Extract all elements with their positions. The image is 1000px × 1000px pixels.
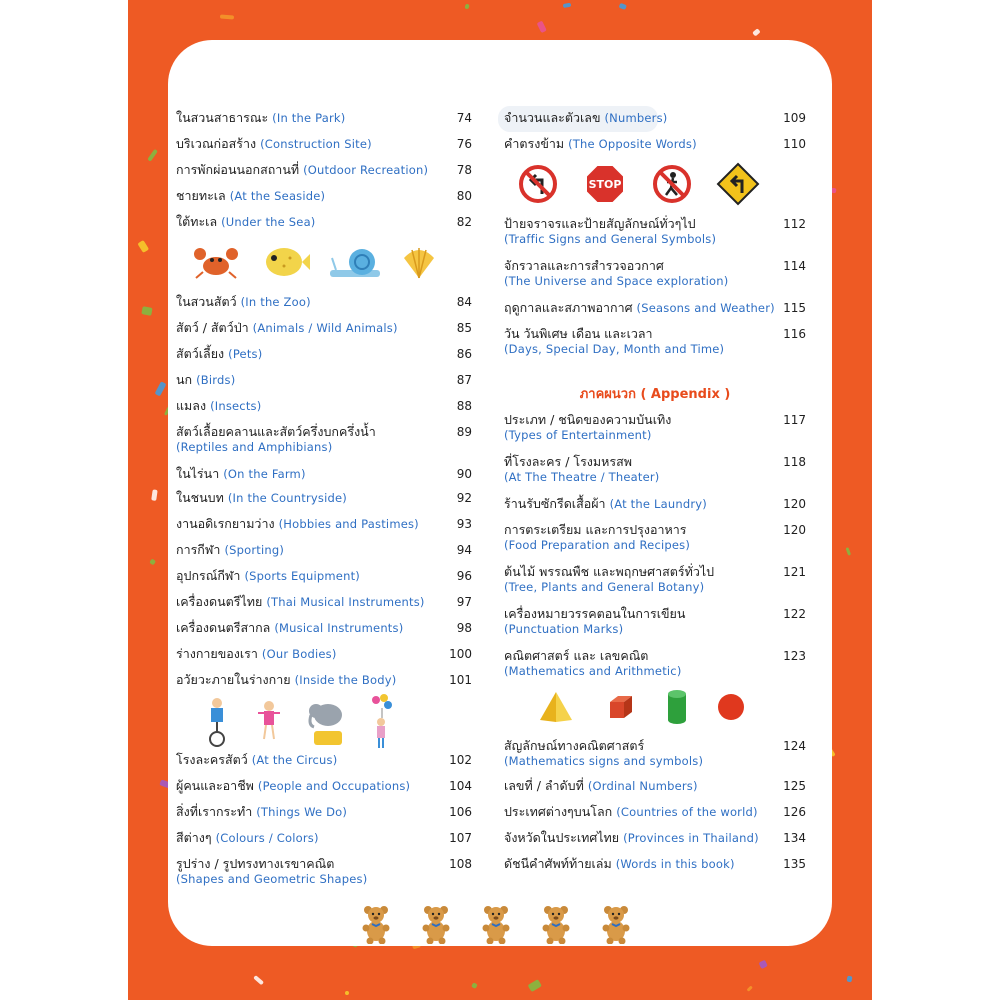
entry-thai-title: ประเภท / ชนิดของความบันเทิง [504, 412, 672, 427]
entry-page-number: 78 [456, 163, 472, 177]
entry-english-title: (In the Park) [272, 111, 346, 125]
contents-entry[interactable] [504, 830, 806, 846]
teddy-bears-illustration [360, 904, 632, 944]
contents-entry[interactable] [176, 110, 472, 126]
entry-title [176, 542, 472, 558]
teddy-bear-icon [540, 904, 572, 944]
entry-title [504, 496, 806, 512]
confetti-piece [747, 985, 753, 991]
contents-entry[interactable] [176, 466, 472, 482]
contents-entry[interactable] [504, 648, 806, 679]
entry-page-number: 110 [783, 137, 806, 151]
entry-page-number: 134 [783, 831, 806, 845]
confetti-piece [138, 240, 149, 253]
entry-title [176, 110, 472, 126]
entry-page-number: 94 [456, 543, 472, 557]
contents-entry[interactable] [176, 214, 472, 230]
entry-title [176, 646, 472, 662]
contents-entry[interactable] [504, 136, 806, 152]
contents-entry[interactable] [176, 162, 472, 178]
stop-sign-icon [584, 163, 626, 205]
elephant-on-drum-icon [306, 697, 350, 747]
confetti-piece [619, 3, 628, 11]
entry-title [504, 830, 806, 846]
contents-entry[interactable] [176, 620, 472, 636]
contents-entry[interactable] [176, 778, 472, 794]
entry-thai-title: ชายทะเล [176, 188, 226, 203]
entry-page-number: 104 [449, 779, 472, 793]
contents-entry[interactable] [176, 594, 472, 610]
entry-page-number: 74 [456, 111, 472, 125]
entry-english-title: (Countries of the world) [616, 805, 758, 819]
entry-page-number: 87 [456, 373, 472, 387]
stop-sign-text: STOP [588, 178, 622, 191]
circus-illustration [202, 694, 394, 750]
entry-page-number: 98 [456, 621, 472, 635]
teddy-bear-icon [420, 904, 452, 944]
entry-thai-title: ในสวนสัตว์ [176, 294, 237, 309]
entry-title [504, 412, 806, 428]
entry-page-number: 124 [783, 739, 806, 753]
entry-thai-title: ฤดูกาลและสภาพอากาศ [504, 300, 633, 315]
entry-page-number: 80 [456, 189, 472, 203]
appendix-heading: ภาคผนวก ( Appendix ) [579, 387, 731, 402]
contents-entry[interactable] [176, 752, 472, 768]
contents-entry[interactable] [176, 856, 472, 887]
entry-thai-title: นก [176, 372, 193, 387]
entry-title [504, 216, 806, 232]
confetti-piece [253, 975, 264, 985]
entry-english-title: (At The Theatre / Theater) [504, 470, 660, 484]
entry-title [176, 346, 472, 362]
confetti-piece [759, 959, 768, 968]
entry-english-title: (Days, Special Day, Month and Time) [504, 342, 725, 356]
entry-title [504, 778, 806, 794]
contents-entry[interactable] [176, 136, 472, 152]
entry-title [504, 522, 806, 538]
entry-title [504, 110, 806, 126]
confetti-piece [465, 3, 470, 9]
entry-thai-title: ดัชนีคำศัพท์ท้ายเล่ม [504, 856, 612, 871]
entry-english-title: (Under the Sea) [221, 215, 316, 229]
entry-english-title: (Sports Equipment) [244, 569, 360, 583]
entry-thai-title: ที่โรงละคร / โรงมหรสพ [504, 454, 632, 469]
entry-title [176, 136, 472, 152]
entry-page-number: 97 [456, 595, 472, 609]
entry-english-title: (Outdoor Recreation) [303, 163, 429, 177]
contents-entry[interactable] [504, 412, 806, 443]
pufferfish-icon [260, 244, 310, 280]
entry-title [176, 162, 472, 178]
entry-title [176, 372, 472, 388]
entry-title [176, 568, 472, 584]
entry-thai-title: จำนวนและตัวเลข [504, 110, 601, 125]
entry-title [176, 214, 472, 230]
unicycle-clown-icon [202, 697, 232, 747]
confetti-piece [528, 980, 542, 993]
entry-english-title: (Animals / Wild Animals) [252, 321, 398, 335]
entry-thai-title: ในชนบท [176, 490, 224, 505]
traffic-signs-illustration [518, 162, 760, 206]
entry-thai-title: จักรวาลและการสำรวจอวกาศ [504, 258, 664, 273]
entry-title [176, 320, 472, 336]
entry-title [504, 804, 806, 820]
entry-page-number: 88 [456, 399, 472, 413]
entry-page-number: 126 [783, 805, 806, 819]
no-pedestrians-sign-icon [652, 164, 692, 204]
entry-thai-title: สิ่งที่เรากระทำ [176, 804, 253, 819]
contents-entry[interactable] [176, 372, 472, 388]
entry-page-number: 121 [783, 565, 806, 579]
entry-page-number: 120 [783, 523, 806, 537]
entry-thai-title: เครื่องดนตรีสากล [176, 620, 271, 635]
entry-english-title: (At the Laundry) [609, 497, 707, 511]
entry-thai-title: สีต่างๆ [176, 830, 212, 845]
entry-thai-title: ในไร่นา [176, 466, 220, 481]
entry-title [176, 856, 472, 872]
entry-thai-title: อุปกรณ์กีฬา [176, 568, 241, 583]
sea-creatures-illustration [192, 244, 436, 280]
entry-thai-title: ป้ายจราจรและป้ายสัญลักษณ์ทั่วๆไป [504, 216, 696, 231]
entry-thai-title: แมลง [176, 398, 207, 413]
entry-thai-title: สัตว์เลื้อยคลานและสัตว์ครึ่งบกครึ่งน้ำ [176, 424, 376, 439]
entry-english-title: (The Opposite Words) [568, 137, 697, 151]
confetti-piece [219, 15, 233, 20]
entry-page-number: 123 [783, 649, 806, 663]
confetti-piece [147, 149, 158, 162]
entry-english-title: (Thai Musical Instruments) [266, 595, 425, 609]
crab-icon [192, 244, 240, 280]
entry-title [176, 752, 472, 768]
entry-thai-title: การพักผ่อนนอกสถานที่ [176, 162, 300, 177]
entry-english-title: (Ordinal Numbers) [587, 779, 698, 793]
entry-thai-title: สัญลักษณ์ทางคณิตศาสตร์ [504, 738, 645, 753]
entry-page-number: 107 [449, 831, 472, 845]
entry-thai-title: อวัยวะภายในร่างกาย [176, 672, 291, 687]
contents-entry[interactable] [504, 522, 806, 553]
contents-entry[interactable] [504, 300, 806, 316]
entry-page-number: 101 [449, 673, 472, 687]
contents-entry[interactable] [504, 738, 806, 769]
sphere-icon [716, 692, 746, 722]
entry-page-number: 112 [783, 217, 806, 231]
confetti-piece [345, 990, 349, 994]
entry-title [504, 326, 806, 342]
math-shapes-illustration [538, 688, 746, 726]
no-left-turn-sign-icon [518, 164, 558, 204]
teddy-bear-icon [600, 904, 632, 944]
entry-thai-title: สัตว์เลี้ยง [176, 346, 225, 361]
entry-english-title: (Punctuation Marks) [504, 622, 624, 636]
contents-entry[interactable] [504, 606, 806, 637]
entry-english-title: (Tree, Plants and General Botany) [504, 580, 705, 594]
contents-entry[interactable] [504, 856, 806, 872]
entry-page-number: 84 [456, 295, 472, 309]
entry-title [176, 516, 472, 532]
confetti-piece [753, 28, 761, 36]
entry-thai-title: ในสวนสาธารณะ [176, 110, 269, 125]
entry-page-number: 135 [783, 857, 806, 871]
confetti-piece [847, 975, 853, 982]
entry-english-title: (Provinces in Thailand) [623, 831, 759, 845]
seashell-icon [402, 244, 436, 280]
entry-page-number: 90 [456, 467, 472, 481]
entry-title [504, 606, 806, 622]
entry-page-number: 117 [783, 413, 806, 427]
entry-title [504, 856, 806, 872]
entry-english-title: (Shapes and Geometric Shapes) [176, 872, 368, 886]
entry-thai-title: เลขที่ / ลำดับที่ [504, 778, 584, 793]
confetti-piece [148, 558, 155, 565]
entry-thai-title: ร่างกายของเรา [176, 646, 258, 661]
left-turn-warning-sign-icon [716, 162, 760, 206]
entry-thai-title: คณิตศาสตร์ และ เลขคณิต [504, 648, 649, 663]
entry-english-title: (Traffic Signs and General Symbols) [504, 232, 717, 246]
entry-title [176, 672, 472, 688]
entry-page-number: 86 [456, 347, 472, 361]
entry-page-number: 115 [783, 301, 806, 315]
entry-english-title: (Pets) [228, 347, 263, 361]
entry-english-title: (Things We Do) [256, 805, 348, 819]
entry-english-title: (In the Zoo) [240, 295, 311, 309]
cube-icon [606, 692, 636, 722]
contents-entry[interactable] [176, 646, 472, 662]
entry-thai-title: ประเทศต่างๆบนโลก [504, 804, 613, 819]
entry-thai-title: สัตว์ / สัตว์ป่า [176, 320, 249, 335]
contents-entry[interactable] [176, 424, 472, 455]
entry-thai-title: ใต้ทะเล [176, 214, 218, 229]
entry-thai-title: ผู้คนและอาชีพ [176, 778, 254, 793]
confetti-piece [563, 3, 572, 9]
entry-title [504, 258, 806, 274]
contents-entry[interactable] [176, 188, 472, 204]
entry-english-title: (Mathematics and Arithmetic) [504, 664, 682, 678]
confetti-piece [142, 306, 153, 315]
entry-english-title: (Musical Instruments) [274, 621, 404, 635]
confetti-piece [155, 381, 166, 396]
entry-page-number: 125 [783, 779, 806, 793]
cylinder-icon [666, 688, 688, 726]
contents-entry[interactable] [504, 216, 806, 247]
contents-entry[interactable] [176, 320, 472, 336]
entry-english-title: (Construction Site) [260, 137, 372, 151]
entry-english-title: (Hobbies and Pastimes) [278, 517, 419, 531]
contents-entry[interactable] [504, 454, 806, 485]
entry-thai-title: รูปร่าง / รูปทรงทางเรขาคณิต [176, 856, 335, 871]
confetti-piece [537, 20, 548, 33]
entry-thai-title: งานอดิเรกยามว่าง [176, 516, 275, 531]
contents-entry[interactable] [504, 496, 806, 512]
entry-title [504, 564, 806, 580]
entry-english-title: (Reptiles and Amphibians) [176, 440, 333, 454]
confetti-piece [471, 982, 477, 988]
entry-thai-title: จังหวัดในประเทศไทย [504, 830, 620, 845]
entry-title [176, 620, 472, 636]
entry-page-number: 100 [449, 647, 472, 661]
entry-english-title: (Sporting) [224, 543, 285, 557]
balloon-girl-icon [368, 694, 394, 750]
entry-page-number: 106 [449, 805, 472, 819]
entry-page-number: 76 [456, 137, 472, 151]
entry-english-title: (Insects) [210, 399, 262, 413]
entry-page-number: 118 [783, 455, 806, 469]
entry-thai-title: เครื่องดนตรีไทย [176, 594, 263, 609]
entry-thai-title: ต้นไม้ พรรณพืช และพฤกษศาสตร์ทั่วไป [504, 564, 715, 579]
entry-english-title: (Types of Entertainment) [504, 428, 652, 442]
contents-entry[interactable] [504, 778, 806, 794]
entry-thai-title: โรงละครสัตว์ [176, 752, 248, 767]
entry-thai-title: ร้านรับซักรีดเสื้อผ้า [504, 496, 606, 511]
entry-thai-title: คำตรงข้าม [504, 136, 565, 151]
pyramid-icon [538, 690, 574, 724]
entry-page-number: 122 [783, 607, 806, 621]
contents-entry[interactable] [176, 398, 472, 414]
entry-title [176, 466, 472, 482]
contents-entry[interactable] [176, 346, 472, 362]
entry-english-title: (Numbers) [604, 111, 668, 125]
contents-entry[interactable] [504, 258, 806, 289]
contents-entry[interactable] [176, 542, 472, 558]
entry-title [176, 294, 472, 310]
entry-thai-title: การตระเตรียม และการปรุงอาหาร [504, 522, 687, 537]
entry-english-title: (People and Occupations) [257, 779, 411, 793]
entry-page-number: 96 [456, 569, 472, 583]
contents-entry[interactable] [504, 804, 806, 820]
entry-english-title: (Mathematics signs and symbols) [504, 754, 704, 768]
contents-entry[interactable] [176, 804, 472, 820]
entry-page-number: 114 [783, 259, 806, 273]
entry-thai-title: บริเวณก่อสร้าง [176, 136, 257, 151]
entry-english-title: (At the Circus) [251, 753, 338, 767]
entry-title [176, 398, 472, 414]
entry-english-title: (On the Farm) [223, 467, 306, 481]
entry-title [176, 594, 472, 610]
entry-english-title: (The Universe and Space exploration) [504, 274, 729, 288]
entry-title [176, 804, 472, 820]
entry-page-number: 108 [449, 857, 472, 871]
confetti-piece [152, 489, 158, 501]
contents-entry[interactable] [176, 568, 472, 584]
entry-title [176, 778, 472, 794]
entry-english-title: (Birds) [196, 373, 236, 387]
contents-entry[interactable] [504, 110, 806, 126]
entry-title [504, 648, 806, 664]
entry-page-number: 102 [449, 753, 472, 767]
contents-entry[interactable] [176, 516, 472, 532]
entry-page-number: 82 [456, 215, 472, 229]
entry-english-title: (Seasons and Weather) [636, 301, 775, 315]
entry-thai-title: เครื่องหมายวรรคตอนในการเขียน [504, 606, 686, 621]
entry-english-title: (Inside the Body) [294, 673, 397, 687]
contents-entry[interactable] [176, 294, 472, 310]
entry-title [176, 830, 472, 846]
entry-page-number: 109 [783, 111, 806, 125]
entry-english-title: (In the Countryside) [227, 491, 347, 505]
teddy-bear-icon [480, 904, 512, 944]
contents-entry[interactable] [504, 326, 806, 357]
entry-english-title: (Words in this book) [615, 857, 735, 871]
entry-page-number: 92 [456, 491, 472, 505]
entry-title [504, 454, 806, 470]
snail-icon [328, 244, 384, 280]
entry-page-number: 116 [783, 327, 806, 341]
contents-entry[interactable] [176, 672, 472, 688]
entry-title [504, 738, 806, 754]
confetti-piece [845, 548, 851, 557]
entry-thai-title: การกีฬา [176, 542, 221, 557]
entry-english-title: (Colours / Colors) [215, 831, 319, 845]
entry-title [504, 136, 806, 152]
entry-english-title: (Food Preparation and Recipes) [504, 538, 691, 552]
teddy-bear-icon [360, 904, 392, 944]
entry-title [176, 424, 472, 440]
entry-page-number: 89 [456, 425, 472, 439]
entry-title [176, 490, 472, 506]
contents-entry[interactable] [504, 564, 806, 595]
entry-english-title: (Our Bodies) [261, 647, 337, 661]
entry-title [176, 188, 472, 204]
entry-title [504, 300, 806, 316]
entry-page-number: 93 [456, 517, 472, 531]
entry-page-number: 120 [783, 497, 806, 511]
entry-english-title: (At the Seaside) [229, 189, 326, 203]
entry-thai-title: วัน วันพิเศษ เดือน และเวลา [504, 326, 653, 341]
entry-page-number: 85 [456, 321, 472, 335]
acrobat-girl-icon [254, 699, 284, 745]
contents-entry[interactable] [176, 490, 472, 506]
contents-entry[interactable] [176, 830, 472, 846]
